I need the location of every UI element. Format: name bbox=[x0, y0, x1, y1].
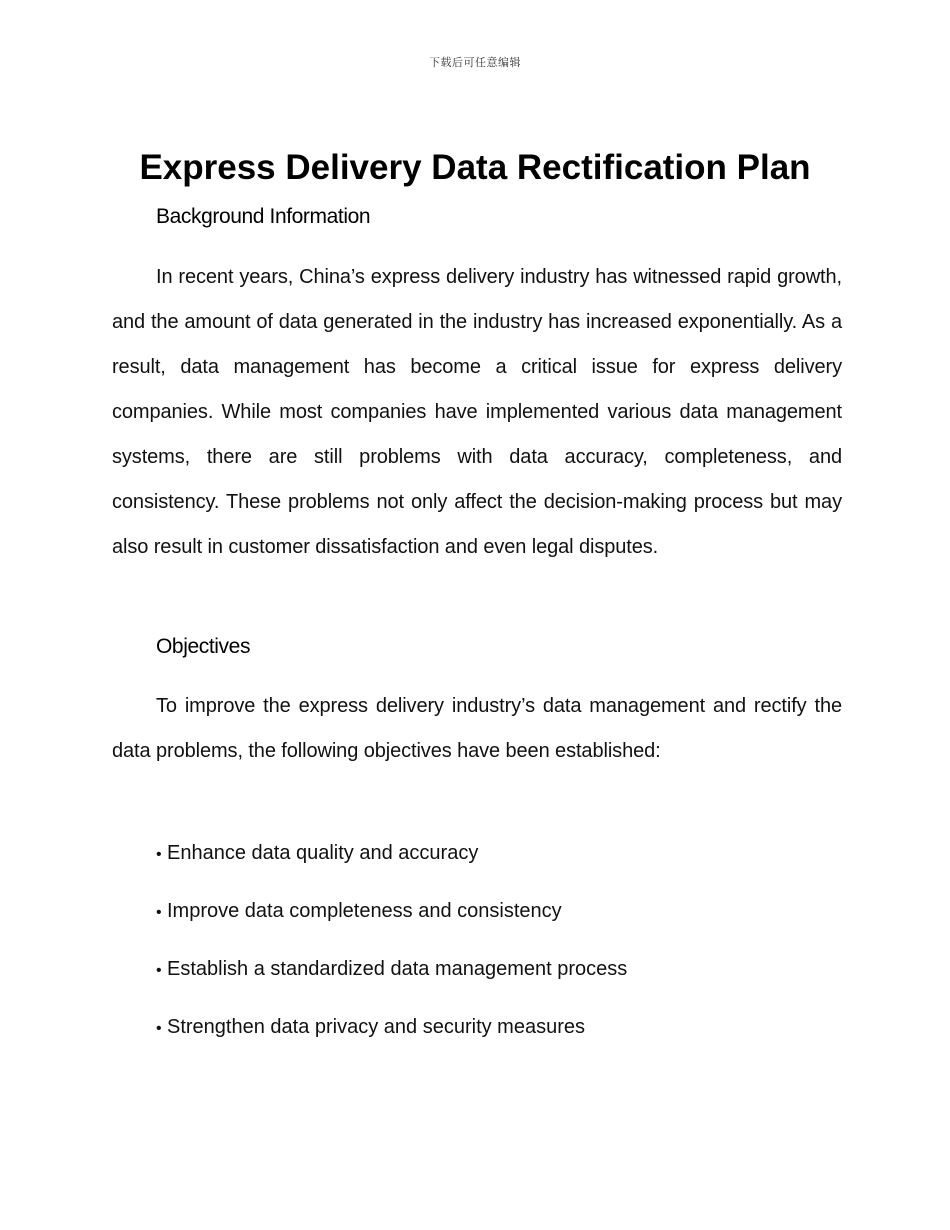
bullet-dot-icon: • bbox=[156, 1020, 162, 1037]
section-heading-background: Background Information bbox=[156, 205, 371, 228]
bullet-dot-icon: • bbox=[156, 904, 162, 921]
section-objectives bbox=[112, 635, 842, 659]
document-title: Express Delivery Data Rectification Plan bbox=[139, 148, 811, 187]
background-paragraph-block bbox=[112, 255, 842, 570]
list-item bbox=[112, 941, 842, 999]
objectives-paragraph-block bbox=[112, 684, 842, 774]
bullet-dot-icon: • bbox=[156, 846, 162, 863]
list-item-text: Improve data completeness and consistency bbox=[167, 900, 562, 922]
objectives-paragraph: To improve the express delivery industry’s data management and rectify the data problems, the following objectives have been established: bbox=[112, 695, 842, 762]
list-item bbox=[112, 999, 842, 1057]
list-item-text: Enhance data quality and accuracy bbox=[167, 842, 479, 864]
list-item-text: Strengthen data privacy and security measures bbox=[167, 1016, 585, 1038]
objectives-bullets bbox=[112, 825, 842, 1057]
list-item-text: Establish a standardized data management process bbox=[167, 958, 628, 980]
list-item bbox=[112, 883, 842, 941]
bullet-dot-icon: • bbox=[156, 962, 162, 979]
list-item bbox=[112, 825, 842, 883]
header-note: 下载后可任意编辑 bbox=[429, 56, 521, 69]
section-heading-objectives: Objectives bbox=[156, 635, 251, 658]
section-background bbox=[112, 205, 842, 229]
background-paragraph: In recent years, China’s express delivery industry has witnessed rapid growth, and the amount of data generated in the industry has increased exponentially. As a result, data management has become a critical issue for express delivery companies. While most companies have implemented various data management systems, there are still problems with data accuracy, completeness, and consistency. These problems not only affect the decision-making process but may also result in customer dissatisfaction and even legal disputes. bbox=[112, 266, 842, 558]
bullet-list bbox=[112, 825, 842, 1057]
